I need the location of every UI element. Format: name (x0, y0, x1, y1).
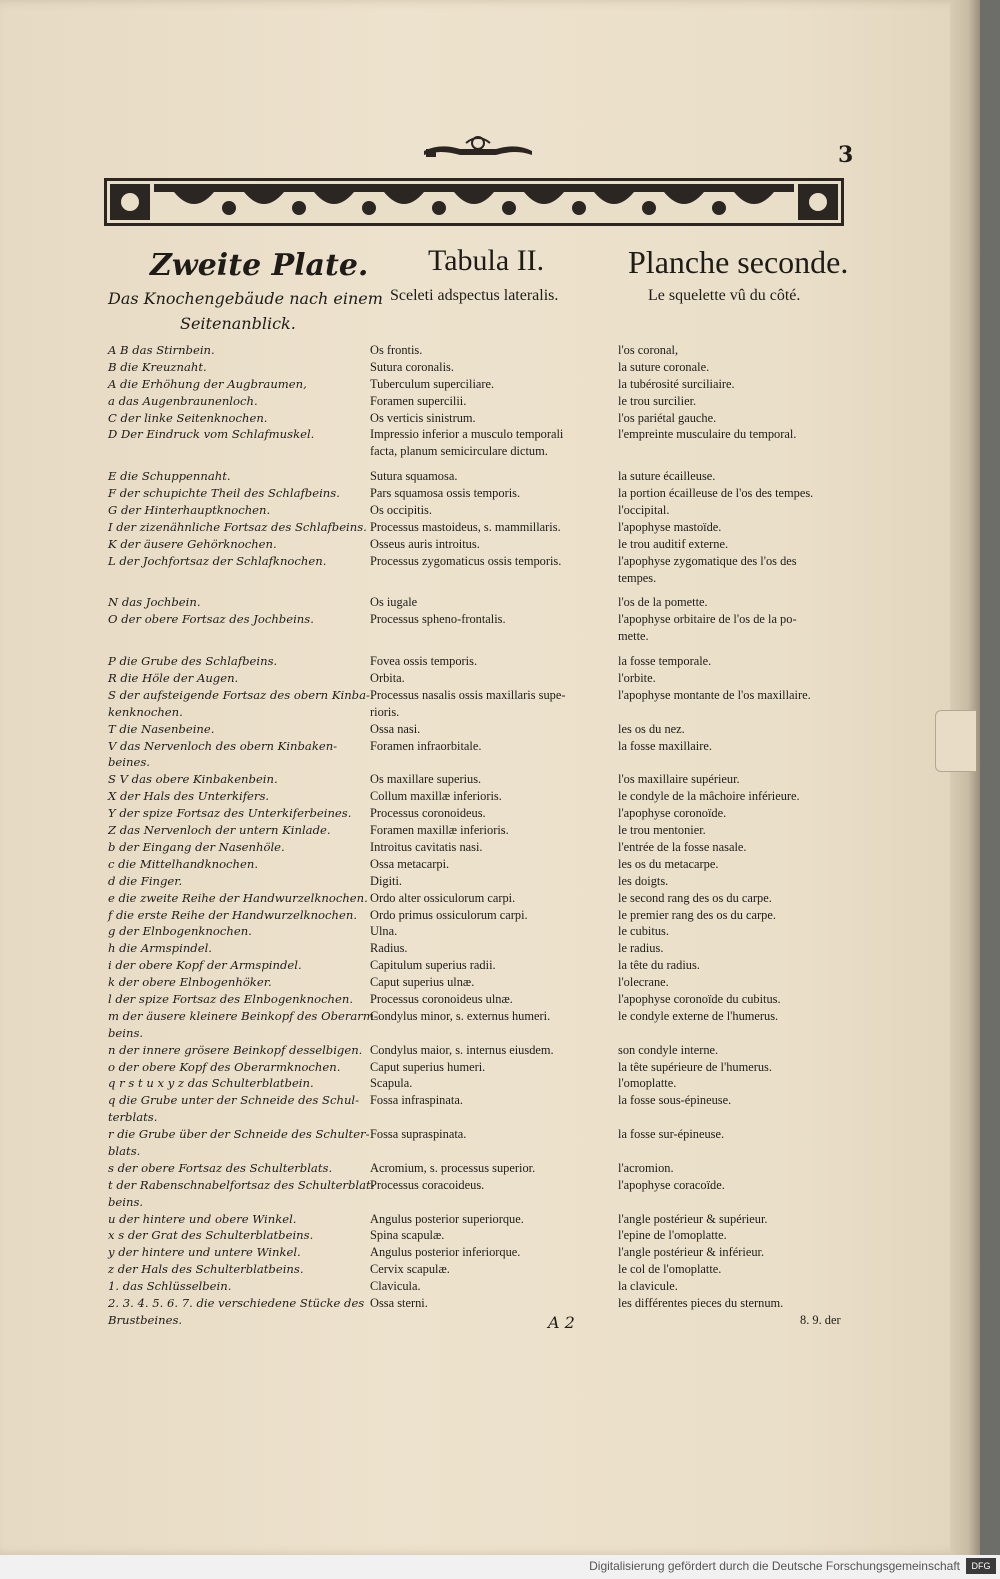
entry-fr: l'epine de l'omoplatte. (618, 1228, 727, 1243)
entry-la: Ossa metacarpi. (370, 856, 450, 871)
entry-de: S V das obere Kinbakenbein. (108, 772, 278, 787)
entry-la: Fossa supraspinata. (370, 1127, 467, 1142)
entry-de: R die Höle der Augen. (108, 671, 239, 686)
entry-de: b der Eingang der Nasenhöle. (108, 839, 285, 854)
entry-de: I der zizenähnliche Fortsaz des Schlafbeins. (108, 519, 367, 534)
entry-la: Os maxillare superius. (370, 772, 482, 787)
entry-la: Ordo alter ossiculorum carpi. (370, 890, 516, 905)
entry-fr (618, 1109, 858, 1126)
entry-fr: la fosse temporale. (618, 654, 712, 669)
entry-de: o der obere Kopf des Oberarmknochen. (108, 1059, 341, 1074)
entry-de: terblats. (108, 1110, 158, 1125)
entry-fr (618, 704, 858, 721)
entry-la: Ulna. (370, 924, 398, 939)
entry-de: u der hintere und obere Winkel. (108, 1211, 297, 1226)
entry-de: L der Jochfortsaz der Schlafknochen. (108, 553, 327, 568)
entry-la: Os verticis sinistrum. (370, 410, 476, 425)
entry-la (370, 1194, 610, 1211)
entry-fr: l'os coronal, (618, 343, 679, 357)
entry-de: f die erste Reihe der Handwurzelknochen. (108, 907, 357, 922)
entry-la (370, 460, 610, 468)
entry-la: Acromium, s. processus superior. (370, 1160, 536, 1175)
entry-la: Caput superius ulnæ. (370, 975, 475, 990)
entry-fr: les doigts. (618, 873, 669, 888)
entry-fr: l'apophyse coronoïde du cubitus. (618, 991, 781, 1006)
entry-de: g der Elnbogenknochen. (108, 924, 252, 939)
entry-fr: le condyle externe de l'humerus. (618, 1008, 779, 1023)
entry-de: F der schupichte Theil des Schlafbeins. (108, 486, 340, 501)
entry-fr (618, 645, 858, 653)
column-latin (370, 342, 610, 1329)
page-number: 3 (838, 142, 854, 168)
entry-la: Ordo primus ossiculorum carpi. (370, 907, 528, 922)
entry-de: 2. 3. 4. 5. 6. 7. die verschiedene Stücke des (108, 1295, 365, 1310)
entry-de: N das Jochbein. (108, 595, 201, 610)
entry-la: Pars squamosa ossis temporis. (370, 486, 521, 501)
entry-fr: l'apophyse zygomatique des l'os des (618, 553, 797, 568)
entry-la: facta, planum semicirculare dictum. (370, 444, 548, 459)
entry-fr: la fosse maxillaire. (618, 738, 712, 753)
entry-fr: la tubérosité surciliaire. (618, 376, 735, 391)
entry-fr (618, 586, 858, 594)
entry-fr (618, 1143, 858, 1160)
entry-fr: l'angle postérieur & inférieur. (618, 1245, 765, 1260)
entry-de: c die Mittelhandknochen. (108, 856, 259, 871)
entry-la: Processus mastoideus, s. mammillaris. (370, 519, 561, 534)
entry-fr: l'os pariétal gauche. (618, 410, 717, 425)
entry-de: m der äusere kleinere Beinkopf des Oberarm- (108, 1008, 378, 1023)
entry-fr: le radius. (618, 941, 664, 956)
entry-la (370, 570, 610, 587)
entry-fr: le premier rang des os du carpe. (618, 907, 776, 922)
entry-la (370, 645, 610, 653)
entry-la: Os occipitis. (370, 503, 432, 518)
entry-de: x s der Grat des Schulterblatbeins. (108, 1228, 314, 1243)
entry-la: Scapula. (370, 1076, 413, 1091)
entry-la: Radius. (370, 941, 408, 956)
entry-de: 1. das Schlüsselbein. (108, 1279, 232, 1294)
entry-de: d die Finger. (108, 873, 183, 888)
entry-fr: la fosse sur-épineuse. (618, 1127, 725, 1142)
signature-mark: A 2 (548, 1313, 575, 1332)
entry-de: beins. (108, 1194, 144, 1209)
entry-de: X der Hals des Unterkifers. (108, 789, 270, 804)
entry-de: C der linke Seitenknochen. (108, 410, 268, 425)
entry-fr: la portion écailleuse de l'os des tempes. (618, 486, 814, 501)
entry-de: i der obere Kopf der Armspindel. (108, 958, 302, 973)
entry-de: O der obere Fortsaz des Jochbeins. (108, 612, 314, 627)
entry-fr: l'apophyse coracoïde. (618, 1177, 725, 1192)
entry-la: Processus coronoideus ulnæ. (370, 991, 513, 1006)
entry-la: Clavicula. (370, 1279, 421, 1294)
entry-fr (618, 1194, 858, 1211)
entry-la: Processus coronoideus. (370, 806, 486, 821)
entry-de: kenknochen. (108, 704, 183, 719)
entry-la: Cervix scapulæ. (370, 1262, 450, 1277)
entry-la (370, 1143, 610, 1160)
subheading-latin: Sceleti adspectus lateralis. (390, 287, 559, 304)
entry-de: T die Nasenbeine. (108, 721, 215, 736)
digitization-bar (0, 1555, 1000, 1579)
entry-de: t der Rabenschnabelfortsaz des Schulterblat- (108, 1177, 375, 1192)
entry-la: Angulus posterior superiorque. (370, 1211, 524, 1226)
entry-fr: la tête supérieure de l'humerus. (618, 1059, 772, 1074)
entry-fr: la clavicule. (618, 1279, 678, 1294)
entry-la: Osseus auris introitus. (370, 536, 480, 551)
entry-fr: l'apophyse mastoïde. (618, 519, 722, 534)
entry-la (370, 586, 610, 594)
entry-la: Ossa sterni. (370, 1295, 428, 1310)
entry-fr: l'omoplatte. (618, 1076, 677, 1091)
entry-de (108, 443, 358, 460)
dfg-logo-icon: DFG (966, 1558, 996, 1574)
entry-la: Caput superius humeri. (370, 1059, 486, 1074)
entry-fr: les os du nez. (618, 721, 685, 736)
entry-de: q r s t u x y z das Schulterblatbein. (108, 1076, 314, 1091)
subheading-german-line2: Seitenanblick. (180, 314, 296, 333)
entry-de: K der äusere Gehörknochen. (108, 536, 277, 551)
column-german (108, 342, 378, 1329)
entry-la (370, 1025, 610, 1042)
entry-fr: la suture écailleuse. (618, 469, 716, 484)
entry-de (108, 586, 358, 594)
entry-la: Fovea ossis temporis. (370, 654, 478, 669)
column-french (618, 342, 858, 1329)
entry-la: Introitus cavitatis nasi. (370, 839, 483, 854)
entry-la: Angulus posterior inferiorque. (370, 1245, 521, 1260)
entry-la (370, 628, 610, 645)
credit-text: Digitalisierung gefördert durch die Deutsche Forschungsgemeinschaft (589, 1559, 960, 1573)
entry-de: h die Armspindel. (108, 941, 212, 956)
entry-de: S der aufsteigende Fortsaz des obern Kinba- (108, 687, 370, 702)
entry-fr: l'os maxillaire supérieur. (618, 772, 740, 787)
entry-de: Y der spize Fortsaz des Unterkiferbeines. (108, 806, 352, 821)
entry-la: Impressio inferior a musculo temporali (370, 427, 564, 442)
entry-fr: la fosse sous-épineuse. (618, 1093, 732, 1108)
entry-de: B die Kreuznaht. (108, 359, 207, 374)
entry-de: D Der Eindruck vom Schlafmuskel. (108, 427, 315, 442)
entry-de: y der hintere und untere Winkel. (108, 1245, 301, 1260)
entry-la: Foramen maxillæ inferioris. (370, 823, 509, 838)
entry-de (108, 628, 358, 645)
entry-la (370, 754, 610, 771)
entry-fr: les os du metacarpe. (618, 856, 719, 871)
entry-fr: l'empreinte musculaire du temporal. (618, 427, 797, 442)
entry-fr (618, 443, 858, 460)
entry-la (370, 1109, 610, 1126)
entry-de: G der Hinterhauptknochen. (108, 503, 271, 518)
entry-fr (618, 460, 858, 468)
entry-de: e die zweite Reihe der Handwurzelknochen. (108, 890, 368, 905)
ornament-vignette-icon (420, 133, 536, 161)
heading-latin: Tabula II. (428, 244, 545, 277)
entry-la: Foramen infraorbitale. (370, 738, 482, 753)
entry-de: r die Grube über der Schneide des Schulter- (108, 1127, 370, 1142)
entry-de: blats. (108, 1143, 141, 1158)
entry-fr: mette. (618, 629, 649, 644)
entry-fr: l'olecrane. (618, 975, 669, 990)
entry-fr: l'apophyse montante de l'os maxillaire. (618, 687, 811, 702)
entry-de: q die Grube unter der Schneide des Schul- (108, 1093, 360, 1108)
subheading-french: Le squelette vû du côté. (648, 287, 801, 304)
entry-la: Collum maxillæ inferioris. (370, 789, 502, 804)
entry-la: Processus coracoideus. (370, 1177, 485, 1192)
entry-fr (618, 754, 858, 771)
entry-de: Brustbeines. (108, 1312, 183, 1327)
entry-la: Spina scapulæ. (370, 1228, 445, 1243)
entry-fr: l'occipital. (618, 503, 670, 518)
entry-fr: la suture coronale. (618, 359, 710, 374)
entry-fr: la tête du radius. (618, 958, 700, 973)
entry-la: Capitulum superius radii. (370, 958, 496, 973)
entry-fr: le second rang des os du carpe. (618, 890, 772, 905)
entry-de: beines. (108, 755, 150, 770)
entry-de: P die Grube des Schlafbeins. (108, 654, 278, 669)
entry-fr: son condyle interne. (618, 1042, 719, 1057)
entry-la: Processus zygomaticus ossis temporis. (370, 553, 562, 568)
entry-de: l der spize Fortsaz des Elnbogenknochen. (108, 991, 354, 1006)
entry-la: Condylus maior, s. internus eiusdem. (370, 1042, 554, 1057)
entry-fr: l'os de la pomette. (618, 595, 708, 610)
entry-fr: l'apophyse coronoïde. (618, 806, 727, 821)
entry-de (108, 460, 358, 468)
entry-la: Fossa infraspinata. (370, 1093, 463, 1108)
entry-fr: l'acromion. (618, 1160, 674, 1175)
entry-la: Ossa nasi. (370, 721, 421, 736)
entry-fr: le cubitus. (618, 924, 669, 939)
page-edge (950, 0, 980, 1555)
entry-fr: le col de l'omoplatte. (618, 1262, 722, 1277)
entry-la: Condylus minor, s. externus humeri. (370, 1008, 551, 1023)
subheading-german-line1: Das Knochengebäude nach einem (108, 289, 383, 308)
entry-de: s der obere Fortsaz des Schulterblats. (108, 1160, 333, 1175)
entry-la: Sutura squamosa. (370, 469, 458, 484)
entry-fr: l'angle postérieur & supérieur. (618, 1211, 768, 1226)
entry-de: V das Nervenloch des obern Kinbaken- (108, 738, 338, 753)
entry-fr: les différentes pieces du sternum. (618, 1295, 784, 1310)
entry-la: rioris. (370, 704, 400, 719)
catchword: 8. 9. der (800, 1313, 841, 1327)
entry-de: A B das Stirnbein. (108, 343, 215, 357)
entry-la: Foramen supercilii. (370, 393, 467, 408)
entry-la: Os frontis. (370, 343, 423, 357)
entry-de: z der Hals des Schulterblatbeins. (108, 1262, 304, 1277)
entry-de: beins. (108, 1025, 144, 1040)
entry-la: Sutura coronalis. (370, 359, 454, 374)
entry-la: Processus spheno-frontalis. (370, 612, 506, 627)
entry-de: k der obere Elnbogenhöker. (108, 975, 272, 990)
entry-fr: l'orbite. (618, 671, 656, 686)
entry-fr: le condyle de la mâchoire inférieure. (618, 789, 800, 804)
heading-german: Zweite Plate. (150, 248, 369, 283)
entry-fr (618, 1025, 858, 1042)
heading-french: Planche seconde. (628, 244, 849, 280)
entry-la: Os iugale (370, 595, 418, 610)
entry-de: a das Augenbraunenloch. (108, 393, 258, 408)
entry-fr: tempes. (618, 570, 657, 585)
entry-fr: le trou auditif externe. (618, 536, 729, 551)
entry-fr: le trou mentonier. (618, 823, 706, 838)
entry-la: Processus nasalis ossis maxillaris supe- (370, 687, 566, 702)
entry-de: Z das Nervenloch der untern Kinlade. (108, 823, 331, 838)
entry-la: Tuberculum superciliare. (370, 376, 495, 391)
entry-fr: le trou surcilier. (618, 393, 697, 408)
entry-de: E die Schuppennaht. (108, 469, 231, 484)
entry-fr: l'apophyse orbitaire de l'os de la po- (618, 612, 797, 627)
entry-la: Orbita. (370, 671, 405, 686)
entry-de: n der innere grösere Beinkopf desselbigen. (108, 1042, 363, 1057)
entry-la: Digiti. (370, 873, 403, 888)
entry-fr: l'entrée de la fosse nasale. (618, 839, 747, 854)
decorative-border-band (104, 178, 844, 226)
entry-de (108, 645, 358, 653)
entry-de (108, 570, 358, 587)
paper-tab (935, 710, 976, 772)
entry-de: A die Erhöhung der Augbraumen, (108, 376, 307, 391)
